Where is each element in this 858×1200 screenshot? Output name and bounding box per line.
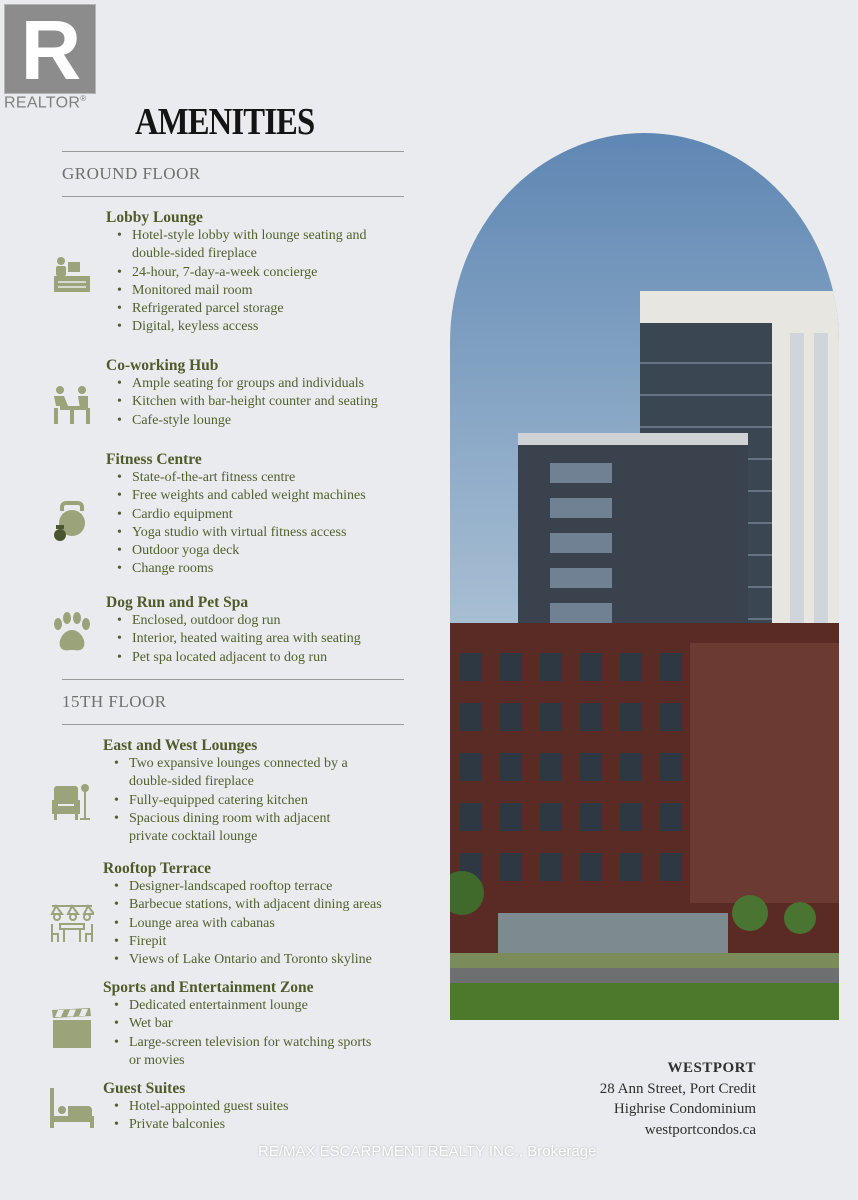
amenity-heading: East and West Lounges [103, 737, 258, 754]
divider [62, 151, 404, 152]
list-item: • Refrigerated parcel storage [132, 300, 506, 318]
reception-desk-icon [50, 252, 94, 296]
divider [62, 196, 404, 197]
amenity-fitness-centre [106, 451, 506, 579]
list-item: • Designer-landscaped rooftop terrace [129, 878, 503, 896]
list-item: • Enclosed, outdoor dog run [132, 612, 506, 630]
list-item: • Views of Lake Ontario and Toronto skyline [129, 951, 503, 969]
amenity-sports-entertainment [103, 979, 503, 1070]
list-item: • Spacious dining room with adjacent [129, 810, 503, 828]
list-item: • Ample seating for groups and individuals [132, 375, 506, 393]
amenity-guest-suites [103, 1080, 503, 1135]
paw-print-icon [50, 610, 94, 654]
project-name: WESTPORT [667, 1060, 756, 1076]
amenity-heading: Fitness Centre [106, 451, 202, 468]
amenity-list [106, 612, 506, 667]
amenity-list [103, 997, 503, 1070]
section-ground-floor: GROUND FLOOR [62, 164, 201, 183]
list-item: • Cardio equipment [132, 506, 506, 524]
amenity-co-working-hub [106, 357, 506, 430]
project-website[interactable]: westportcondos.ca [644, 1121, 756, 1138]
list-item: • Pet spa located adjacent to dog run [132, 649, 506, 667]
realtor-logo: R REALTOR® [0, 0, 100, 118]
terrace-dining-icon [50, 902, 94, 946]
list-item: • Private balconies [129, 1116, 503, 1134]
list-item: • Cafe-style lounge [132, 412, 506, 430]
list-item: • Two expansive lounges connected by a [129, 755, 503, 773]
amenity-heading: Co-working Hub [106, 357, 219, 374]
list-item: • Firepit [129, 933, 503, 951]
divider [62, 679, 404, 680]
list-item: • Outdoor yoga deck [132, 542, 506, 560]
list-item: • Hotel-style lobby with lounge seating and [132, 227, 506, 245]
contact-info [600, 1058, 756, 1140]
section-15th-floor: 15TH FLOOR [62, 692, 167, 711]
amenity-heading: Rooftop Terrace [103, 860, 212, 877]
list-item: • Fully-equipped catering kitchen [129, 792, 503, 810]
amenity-east-west-lounges [103, 737, 503, 846]
list-item: • 24-hour, 7-day-a-week concierge [132, 264, 506, 282]
list-item: private cocktail lounge [129, 829, 258, 845]
amenity-list [103, 1098, 503, 1135]
list-item: • Wet bar [129, 1015, 503, 1033]
list-item: • Lounge area with cabanas [129, 915, 503, 933]
bed-icon [50, 1086, 94, 1130]
amenity-list [106, 469, 506, 579]
clapperboard-icon [50, 1006, 94, 1050]
list-item: • Yoga studio with virtual fitness access [132, 524, 506, 542]
amenity-heading: Guest Suites [103, 1080, 186, 1097]
amenity-heading: Dog Run and Pet Spa [106, 594, 249, 611]
lounge-chair-icon [50, 780, 94, 824]
page-title: AMENITIES [135, 101, 315, 143]
list-item: double-sided fireplace [129, 774, 254, 790]
list-item: • Change rooms [132, 560, 506, 578]
amenity-heading: Lobby Lounge [106, 209, 203, 226]
amenity-lobby-lounge [106, 209, 506, 337]
list-item: • Barbecue stations, with adjacent dining areas [129, 896, 503, 914]
list-item: • Dedicated entertainment lounge [129, 997, 503, 1015]
project-address: 28 Ann Street, Port Credit [599, 1080, 756, 1097]
list-item: • State-of-the-art fitness centre [132, 469, 506, 487]
list-item: • Large-screen television for watching sports [129, 1034, 503, 1052]
amenity-list [103, 755, 503, 846]
list-item: • Hotel-appointed guest suites [129, 1098, 503, 1116]
coworking-desk-icon [50, 382, 94, 426]
project-type: Highrise Condominium [613, 1101, 756, 1117]
list-item: • Digital, keyless access [132, 318, 506, 336]
list-item: double-sided fireplace [132, 246, 257, 262]
realtor-logo-text: REALTOR [4, 94, 81, 112]
amenity-list [103, 878, 503, 969]
list-item: or movies [129, 1052, 185, 1068]
amenity-dog-run [106, 594, 506, 667]
brokerage-watermark: RE/MAX ESCARPMENT REALTY INC., Brokerage [258, 1143, 597, 1160]
divider [62, 724, 404, 725]
realtor-logo-mark: R [4, 4, 96, 94]
list-item: • Interior, heated waiting area with seating [132, 630, 506, 648]
amenity-list [106, 227, 506, 337]
building-illustration [450, 133, 839, 1020]
list-item: • Kitchen with bar-height counter and seating [132, 393, 506, 411]
building-rendering [450, 133, 839, 1020]
list-item: • Free weights and cabled weight machines [132, 487, 506, 505]
list-item: • Monitored mail room [132, 282, 506, 300]
amenity-heading: Sports and Entertainment Zone [103, 979, 314, 996]
amenity-list [106, 375, 506, 430]
amenity-rooftop-terrace [103, 860, 503, 969]
kettlebell-icon [50, 497, 94, 541]
